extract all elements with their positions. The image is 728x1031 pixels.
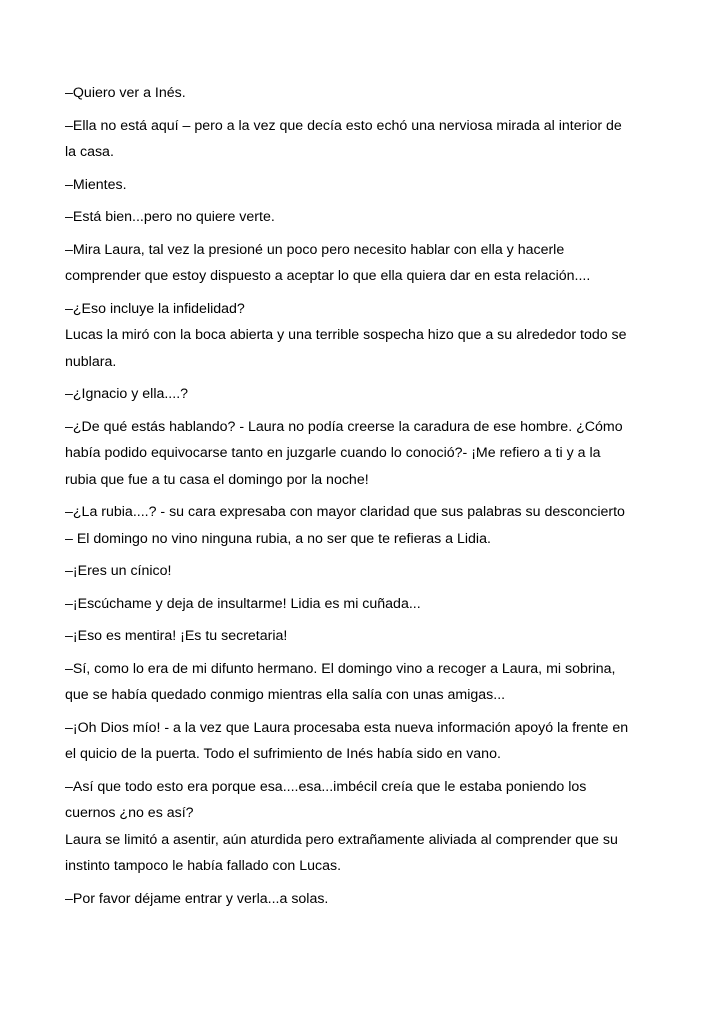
paragraph bbox=[65, 414, 665, 494]
paragraph bbox=[65, 656, 665, 709]
text-line: nublara. bbox=[65, 353, 117, 370]
paragraph bbox=[65, 172, 665, 199]
paragraph bbox=[65, 237, 665, 290]
text-line: –Por favor déjame entrar y verla...a solas. bbox=[65, 890, 329, 907]
text-line: comprender que estoy dispuesto a aceptar lo que ella quiera dar en esta relación.... bbox=[65, 268, 591, 284]
text-line: Lucas la miró con la boca abierta y una terrible sospecha hizo que a su alrededor todo se bbox=[65, 327, 627, 343]
text-line: cuernos ¿no es así? bbox=[65, 805, 194, 821]
text-line: –¡Oh Dios mío! - a la vez que Laura procesaba esta nueva información apoyó la frente en bbox=[65, 719, 629, 736]
paragraph bbox=[65, 296, 665, 376]
text-line: –¿Ignacio y ella....? bbox=[65, 386, 189, 402]
text-line: –Mientes. bbox=[65, 176, 127, 193]
text-line: –¡Eres un cínico! bbox=[65, 563, 172, 579]
text-line: –Así que todo esto era porque esa....esa...imbécil creía que le estaba poniendo los bbox=[65, 778, 587, 795]
paragraph bbox=[65, 558, 665, 585]
text-line: –¡Eso es mentira! ¡Es tu secretaria! bbox=[65, 628, 288, 644]
text-line: –Sí, como lo era de mi difunto hermano. El domingo vino a recoger a Laura, mi sobrina, bbox=[65, 660, 616, 677]
paragraph bbox=[65, 113, 665, 166]
paragraph bbox=[65, 774, 665, 880]
document-body bbox=[65, 80, 665, 918]
text-line: –Ella no está aquí – pero a la vez que decía esto echó una nerviosa mirada al interior de bbox=[65, 117, 622, 134]
text-line: rubia que fue a tu casa el domingo por la noche! bbox=[65, 471, 369, 488]
paragraph bbox=[65, 715, 665, 768]
text-line: –¿De qué estás hablando? - Laura no podía creerse la caradura de ese hombre. ¿Cómo bbox=[65, 418, 623, 435]
text-line: –¿La rubia....? - su cara expresaba con mayor claridad que sus palabras su desconcierto bbox=[65, 504, 625, 520]
text-line: –¿Eso incluye la infidelidad? bbox=[65, 300, 245, 317]
paragraph bbox=[65, 204, 665, 231]
paragraph bbox=[65, 886, 665, 913]
paragraph bbox=[65, 80, 665, 107]
text-line: –¡Escúchame y deja de insultarme! Lidia es mi cuñada... bbox=[65, 595, 421, 612]
text-line: –Quiero ver a Inés. bbox=[65, 85, 186, 101]
paragraph bbox=[65, 623, 665, 650]
text-line: –Está bien...pero no quiere verte. bbox=[65, 209, 275, 225]
text-line: el quicio de la puerta. Todo el sufrimiento de Inés había sido en vano. bbox=[65, 746, 501, 762]
text-line: que se había quedado conmigo mientras ella salía con unas amigas... bbox=[65, 687, 506, 703]
text-line: había podido equivocarse tanto en juzgarle cuando lo conoció?- ¡Me refiero a ti y a la bbox=[65, 445, 601, 461]
text-line: – El domingo no vino ninguna rubia, a no ser que te refieras a Lidia. bbox=[65, 530, 491, 547]
text-line: la casa. bbox=[65, 144, 114, 160]
text-line: instinto tampoco le había fallado con Lucas. bbox=[65, 858, 342, 874]
paragraph bbox=[65, 591, 665, 618]
text-line: Laura se limitó a asentir, aún aturdida pero extrañamente aliviada al comprender que su bbox=[65, 831, 618, 848]
paragraph bbox=[65, 381, 665, 408]
paragraph bbox=[65, 499, 665, 552]
text-line: –Mira Laura, tal vez la presioné un poco pero necesito hablar con ella y hacerle bbox=[65, 241, 565, 258]
